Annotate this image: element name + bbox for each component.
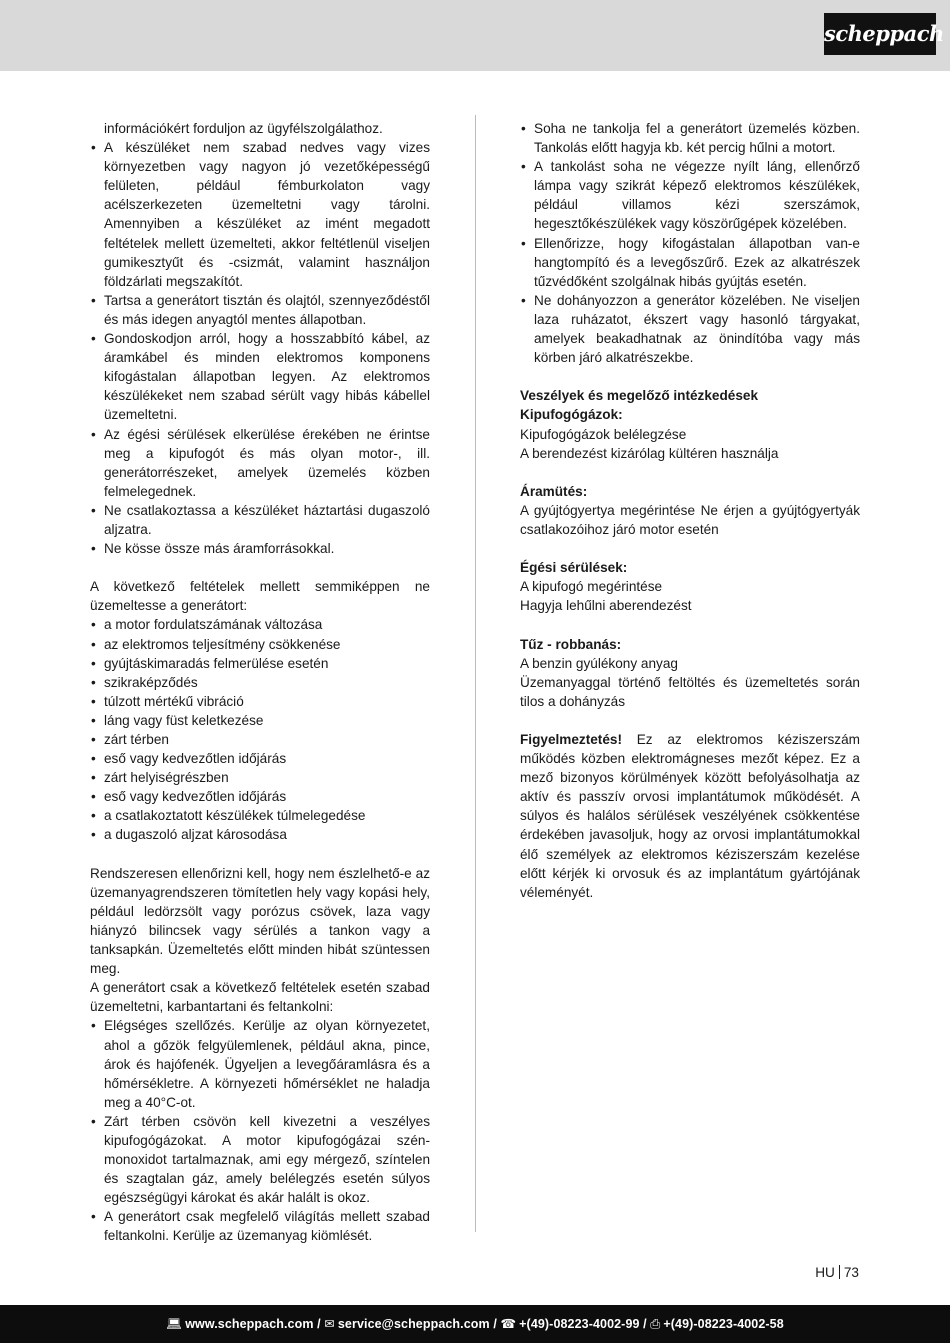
list-item: • eső vagy kedvezőtlen időjárás — [90, 749, 430, 768]
list-item: • Ne csatlakoztassa a készüléket háztartási dugaszoló aljzatra. — [90, 501, 430, 539]
check-paragraph: Rendszeresen ellenőrizni kell, hogy nem észlelhető-e az üzemanyagrendszeren tömítetlen hely vagy kopási hely, például ledörzsölt vagy porózus csövek, laza vagy hiányzó bilincsek vagy sérülés a tankon vagy a tanksapkán. Üzemeltetés előtt minden hibát szüntessen meg. — [90, 865, 430, 977]
hazards-heading: Veszélyek és megelőző intézkedések — [520, 388, 759, 404]
page-number-value: 73 — [843, 1265, 859, 1280]
left-column — [90, 119, 430, 1246]
exhaust-line: A berendezést kizárólag kültéren használja — [520, 445, 779, 461]
list-item: • A generátort csak megfelelő világítás mellett szabad feltankolni. Kerülje az üzemanyag kiömlését. — [90, 1207, 430, 1245]
mail-icon: ✉︎ — [324, 1317, 335, 1331]
intro-continuation: információkért forduljon az ügyfélszolgálathoz. — [104, 121, 383, 136]
list-item: • túlzott mértékű vibráció — [90, 692, 430, 711]
conditions-intro: A következő feltételek mellett semmiképpen ne üzemeltesse a generátort: — [90, 579, 430, 614]
burn-heading: Égési sérülések: — [520, 560, 628, 576]
list-item: • Az égési sérülések elkerülése érekében ne érintse meg a kipufogót és más olyan motor-, ill. generátorrészeket, amelyek üzemelés közben felmelegednek. — [90, 425, 430, 501]
list-item: • szikraképződés — [90, 673, 430, 692]
list-item: • Zárt térben csövön kell kivezetni a veszélyes kipufogógázokat. A motor kipufogógázai szén-monoxidot tartalmaznak, ami egy mérgező, színtelen és szagtalan gáz, amely belélegzés esetén súlyos egészségügyi károkat és akár halált is okoz. — [90, 1112, 430, 1207]
safety-list-b — [90, 1016, 430, 1245]
footer-separator: / — [493, 1317, 497, 1331]
phone-icon: ☎︎ — [500, 1317, 517, 1331]
footer-bar — [0, 1305, 950, 1343]
footer-separator: / — [643, 1317, 647, 1331]
list-item: • gyújtáskimaradás felmerülése esetén — [90, 654, 430, 673]
column-divider — [475, 115, 476, 1232]
fax-icon: ⎙ — [650, 1317, 661, 1331]
refuel-list — [520, 119, 860, 367]
footer-phone: +(49)-08223-4002-99 — [519, 1317, 640, 1331]
fire-line: Üzemanyaggal történő feltöltés és üzemeltetés során tilos a dohányzás — [520, 674, 860, 709]
list-item: • Ne dohányozzon a generátor közelében. Ne viseljen laza ruházatot, ékszert vagy hasonló tárgyakat, amelyek beakadhatnak az önindítóba vagy más körben járó alkatrészekbe. — [520, 291, 860, 367]
list-item: • a motor fordulatszámának változása — [90, 615, 430, 634]
exhaust-line: Kipufogógázok belélegzése — [520, 426, 687, 442]
list-item: • zárt térben — [90, 730, 430, 749]
list-item: • a dugaszoló aljzat károsodása — [90, 825, 430, 844]
list-item: • Ellenőrizze, hogy kifogástalan állapotban van-e hangtompító és a levegőszűrő. Ezek az alkatrészek tűzvédőként szolgálnak hibás gyújtás esetén. — [520, 234, 860, 291]
footer-fax: +(49)-08223-4002-58 — [663, 1317, 784, 1331]
page-lang: HU — [815, 1265, 835, 1280]
operate-intro: A generátort csak a következő feltételek esetén szabad üzemeltetni, karbantartani és feltankolni: — [90, 980, 430, 1015]
list-item: • Gondoskodjon arról, hogy a hosszabbító kábel, az áramkábel és minden elektromos komponens kifogástalan állapotban legyen. Az elektromos készülékeket nem szabad sérült vagy hibás kábellel üzemeltetni. — [90, 329, 430, 424]
exhaust-heading: Kipufogógázok: — [520, 407, 623, 423]
fire-heading: Tűz - robbanás: — [520, 636, 622, 652]
list-item: • az elektromos teljesítmény csökkenése — [90, 635, 430, 654]
conditions-list — [90, 615, 430, 844]
list-item: • Soha ne tankolja fel a generátort üzemelés közben. Tankolás előtt hagyja kb. két percig hűlni a motort. — [520, 119, 860, 157]
fire-line: A benzin gyúlékony anyag — [520, 655, 678, 671]
computer-icon: 💻︎ — [166, 1317, 183, 1331]
list-item: • láng vagy füst keletkezése — [90, 711, 430, 730]
footer-separator: / — [317, 1317, 321, 1331]
list-item: • A készüléket nem szabad nedves vagy vizes környezetben vagy nagyon jó vezetőképességű felületen, például fémburkolaton vagy acélszerkezeten üzemeltetni vagy tárolni. Amennyiben a készüléket az imént megadott feltételek mellett üzemelteti, akkor feltétlenül viseljen gumikesztyűt és -csizmát, valamint használjon földzárlati megszakítót. — [90, 138, 430, 291]
footer-web-link[interactable]: www.scheppach.com — [185, 1317, 314, 1331]
list-item: • Tartsa a generátort tisztán és olajtól, szennyeződéstől és más idegen anyagtól mentes állapotban. — [90, 291, 430, 329]
footer-email-link[interactable]: service@scheppach.com — [337, 1317, 490, 1331]
burn-line: Hagyja lehűlni aberendezést — [520, 598, 692, 614]
burn-line: A kipufogó megérintése — [520, 579, 663, 595]
shock-text: A gyújtógyertya megérintése Ne érjen a gyújtógyertyák csatlakozóihoz járó motor esetén — [520, 502, 860, 537]
list-item: • eső vagy kedvezőtlen időjárás — [90, 787, 430, 806]
brand-logo: scheppach — [824, 13, 936, 55]
shock-heading: Áramütés: — [520, 483, 588, 499]
right-column — [520, 119, 860, 902]
list-item: • zárt helyiségrészben — [90, 768, 430, 787]
warning-paragraph — [520, 730, 860, 902]
list-item: • Elégséges szellőzés. Kerülje az olyan környezetet, ahol a gőzök felgyülemlenek, például akna, pince, árok és hajófenék. Ügyeljen a levegőáramlásra és a hőmérsékletre. A környezeti hőmérséklet ne haladja meg a 40°C-ot. — [90, 1016, 430, 1111]
safety-list-a — [90, 138, 430, 558]
page-number — [800, 1265, 859, 1280]
header-band — [0, 0, 950, 71]
list-item: • a csatlakoztatott készülékek túlmelegedése — [90, 806, 430, 825]
list-item: • A tankolást soha ne végezze nyílt láng, ellenőrző lámpa vagy szikrát képező elektromos készülékek, például villamos kézi szerszámok, hegesztőkészülékek vagy köszörűgépek közelében. — [520, 157, 860, 233]
warning-text: Ez az elektromos kéziszerszám működés közben elektromágneses mezőt képez. Ez a mező bizonyos körülmények között befolyásolhatja az aktív és passzív orvosi implantátumok működését. A súlyos és halálos sérülések veszélyének csökkentése érdekében javasoljuk, hogy az orvosi implantátumokkal élő személyek az elektromos kéziszerszám kezelése előtt kérjék ki orvosuk és az implantátum gyártójának véleményét. — [520, 732, 860, 900]
list-item: • Ne kösse össze más áramforrásokkal. — [90, 539, 430, 558]
warning-label: Figyelmeztetés! — [520, 732, 622, 747]
